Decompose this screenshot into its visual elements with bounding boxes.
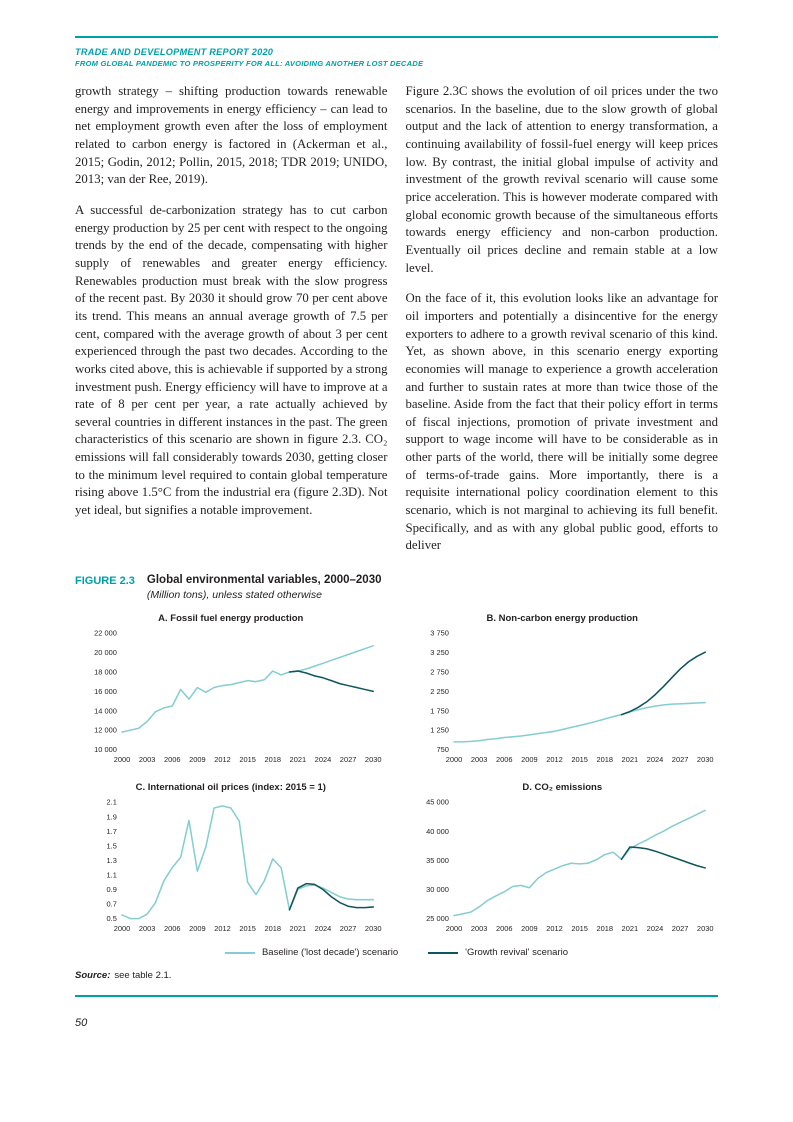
svg-text:1.7: 1.7 xyxy=(106,826,117,836)
svg-text:2024: 2024 xyxy=(314,923,332,933)
legend-label: 'Growth revival' scenario xyxy=(465,947,569,959)
svg-text:30 000: 30 000 xyxy=(425,885,449,895)
svg-text:2006: 2006 xyxy=(495,754,513,764)
paragraph: A successful de-carbonization strategy has to cut carbon energy production by 25 per cent with respect to the ongoing trends by the end of the decade, compensating with higher supply of renewables and greater energy efficiency. Renewables production must break with the slow progress of the recent past. By 2030 it should grow 70 per cent above its trend. This means an annual average growth of 7.5 per cent, compared with the average growth of about 3 per cent experienced through the past two decades. According to the works cited above, this is achievable if supported by a strong investment push. Energy efficiency will have to improve at a rate of 8 per cent per year, a rate actually achieved by several countries in different instances in the past. The green characteristics of this scenario are shown in figure 2.3. CO₂ emissions will fall considerably towards 2030, getting closer to the minimum level required to contain global temperature rising above 1.5°C from the industrial era (figure 2.3D). Not yet ideal, but signifies a notable improvement. xyxy=(75,202,388,518)
figure-legend xyxy=(75,947,718,958)
svg-text:2015: 2015 xyxy=(239,923,256,933)
body-columns xyxy=(75,83,718,568)
svg-text:2027: 2027 xyxy=(339,923,357,933)
svg-text:12 000: 12 000 xyxy=(94,725,117,735)
chart-d-svg xyxy=(407,794,719,939)
svg-text:2000: 2000 xyxy=(445,923,462,933)
charts-grid xyxy=(75,613,718,939)
source-text: see table 2.1. xyxy=(114,970,172,982)
svg-text:0.5: 0.5 xyxy=(106,914,117,924)
svg-text:2006: 2006 xyxy=(495,923,513,933)
svg-text:2024: 2024 xyxy=(646,754,663,764)
svg-text:1 250: 1 250 xyxy=(429,725,449,735)
svg-text:20 000: 20 000 xyxy=(94,648,117,658)
chart-c-svg xyxy=(75,794,387,939)
svg-text:2015: 2015 xyxy=(239,754,256,764)
svg-text:2012: 2012 xyxy=(214,923,231,933)
svg-text:10 000: 10 000 xyxy=(94,745,117,755)
svg-text:2003: 2003 xyxy=(138,754,156,764)
svg-text:1.5: 1.5 xyxy=(106,841,117,851)
svg-text:2000: 2000 xyxy=(113,754,131,764)
svg-text:2.1: 2.1 xyxy=(106,797,117,807)
svg-text:2018: 2018 xyxy=(264,923,281,933)
svg-text:2015: 2015 xyxy=(570,923,588,933)
chart-b-non-carbon xyxy=(407,613,719,770)
svg-text:2000: 2000 xyxy=(445,754,462,764)
chart-a-title: A. Fossil fuel energy production xyxy=(158,613,304,625)
chart-a-fossil-fuel xyxy=(75,613,387,770)
chart-b-title: B. Non-carbon energy production xyxy=(486,613,638,625)
svg-text:1 750: 1 750 xyxy=(429,706,449,716)
svg-text:2027: 2027 xyxy=(339,754,357,764)
svg-text:2003: 2003 xyxy=(470,754,487,764)
svg-text:2030: 2030 xyxy=(696,923,713,933)
figure-header xyxy=(75,574,718,601)
svg-text:2012: 2012 xyxy=(545,754,563,764)
svg-text:2015: 2015 xyxy=(570,754,588,764)
svg-text:0.7: 0.7 xyxy=(106,899,117,909)
svg-text:2006: 2006 xyxy=(163,754,181,764)
svg-text:2024: 2024 xyxy=(646,923,663,933)
svg-text:2030: 2030 xyxy=(364,754,382,764)
svg-text:2003: 2003 xyxy=(470,923,487,933)
legend-item-growth-revival xyxy=(428,947,568,958)
svg-text:2030: 2030 xyxy=(696,754,713,764)
svg-text:35 000: 35 000 xyxy=(425,856,449,866)
svg-text:2018: 2018 xyxy=(595,923,613,933)
figure-label: FIGURE 2.3 xyxy=(75,575,135,588)
svg-text:2003: 2003 xyxy=(138,923,156,933)
running-head xyxy=(75,47,718,68)
baseline-line-swatch xyxy=(225,952,255,954)
svg-text:2021: 2021 xyxy=(621,923,638,933)
svg-text:2021: 2021 xyxy=(289,754,307,764)
svg-text:2012: 2012 xyxy=(214,754,231,764)
svg-text:25 000: 25 000 xyxy=(425,914,449,924)
page-number: 50 xyxy=(75,1016,88,1029)
figure-subtitle: (Million tons), unless stated otherwise xyxy=(146,589,322,602)
svg-text:2024: 2024 xyxy=(314,754,332,764)
svg-text:2018: 2018 xyxy=(595,754,613,764)
report-title: TRADE AND DEVELOPMENT REPORT 2020 xyxy=(75,47,274,57)
svg-text:2027: 2027 xyxy=(671,923,688,933)
svg-text:750: 750 xyxy=(435,745,449,755)
figure-titles xyxy=(147,574,382,601)
chart-d-title: D. CO₂ emissions xyxy=(522,782,603,794)
svg-text:16 000: 16 000 xyxy=(94,686,117,696)
svg-text:2009: 2009 xyxy=(520,754,538,764)
svg-text:2009: 2009 xyxy=(520,923,538,933)
svg-text:2009: 2009 xyxy=(189,923,206,933)
svg-text:2009: 2009 xyxy=(189,754,206,764)
legend-label: Baseline ('lost decade') scenario xyxy=(261,947,399,959)
figure-2-3 xyxy=(75,574,718,981)
chart-a-svg xyxy=(75,625,387,770)
bottom-rule-wrap xyxy=(75,995,718,997)
right-column xyxy=(406,83,719,568)
svg-text:1.3: 1.3 xyxy=(106,856,117,866)
svg-text:2021: 2021 xyxy=(289,923,307,933)
svg-text:2021: 2021 xyxy=(621,754,638,764)
svg-text:3 250: 3 250 xyxy=(429,648,449,658)
report-subtitle: FROM GLOBAL PANDEMIC TO PROSPERITY FOR ALL: AVOIDING ANOTHER LOST DECADE xyxy=(75,59,424,68)
chart-c-title: C. International oil prices (index: 2015 = 1) xyxy=(135,782,326,794)
paragraph: On the face of it, this evolution looks like an advantage for oil importers and potentially a disincentive for the energy exporters to adhere to a growth revival scenario of this kind. Yet, as shown above, in this scenario energy exporting economies will manage to experience a growth acceleration and further to sustain rates at more than twice those of the baseline. Aside from the fact that their policy effort in terms of fiscal injections, promotion of private investment and support to wage income will have to be considerable as in other parts of the world, there will be initially some degree of terms-of-trade gains. More importantly, there is a requisite international policy coordination element to this scenario, which is not marginal to achieving its full benefit. Specifically, and as with any global public good, efforts to deliver xyxy=(405,291,718,553)
chart-d-co2-emissions xyxy=(407,782,719,939)
svg-text:1.9: 1.9 xyxy=(106,812,117,822)
svg-text:2000: 2000 xyxy=(113,923,131,933)
svg-text:2 250: 2 250 xyxy=(429,686,449,696)
legend-item-baseline xyxy=(225,947,398,958)
svg-text:2027: 2027 xyxy=(671,754,688,764)
svg-text:0.9: 0.9 xyxy=(106,885,117,895)
svg-text:2030: 2030 xyxy=(364,923,382,933)
chart-b-svg xyxy=(407,625,719,770)
source-label: Source: xyxy=(75,970,111,982)
paragraph: Figure 2.3C shows the evolution of oil prices under the two scenarios. In the baseline, due to the slow growth of global output and the lack of attention to energy transformation, a continuing availability of fossil-fuel energy will keep prices low. By contrast, the initial global impulse of activity and investment of the growth revival scenario will cause some price acceleration. This is however moderate compared with global economic growth because of the simultaneous efforts towards energy efficiency and non-carbon production. Eventually oil prices decline and remain stable at a low level. xyxy=(405,84,718,275)
bottom-rule xyxy=(75,995,718,997)
svg-text:3 750: 3 750 xyxy=(429,628,449,638)
svg-text:18 000: 18 000 xyxy=(94,667,117,677)
figure-title: Global environmental variables, 2000–2030 xyxy=(146,574,382,587)
svg-text:40 000: 40 000 xyxy=(425,826,449,836)
growth-revival-line-swatch xyxy=(428,952,458,954)
svg-text:22 000: 22 000 xyxy=(94,628,117,638)
svg-text:1.1: 1.1 xyxy=(106,870,117,880)
svg-text:14 000: 14 000 xyxy=(94,706,117,716)
svg-text:45 000: 45 000 xyxy=(425,797,449,807)
svg-text:2 750: 2 750 xyxy=(429,667,449,677)
top-rule xyxy=(75,36,718,38)
svg-text:2018: 2018 xyxy=(264,754,281,764)
svg-text:2012: 2012 xyxy=(545,923,563,933)
paragraph: growth strategy – shifting production towards renewable energy and improvements in energy efficiency – can lead to net employment growth even after the loss of employment related to carbon energy is factored in (Ackerman et al., 2015; Godin, 2012; Pollin, 2015, 2018; TDR 2019; UNIDO, 2013; van der Ree, 2019). xyxy=(75,84,388,187)
svg-text:2006: 2006 xyxy=(163,923,181,933)
left-column xyxy=(75,83,388,568)
source-line xyxy=(75,970,718,981)
chart-c-oil-prices xyxy=(75,782,387,939)
